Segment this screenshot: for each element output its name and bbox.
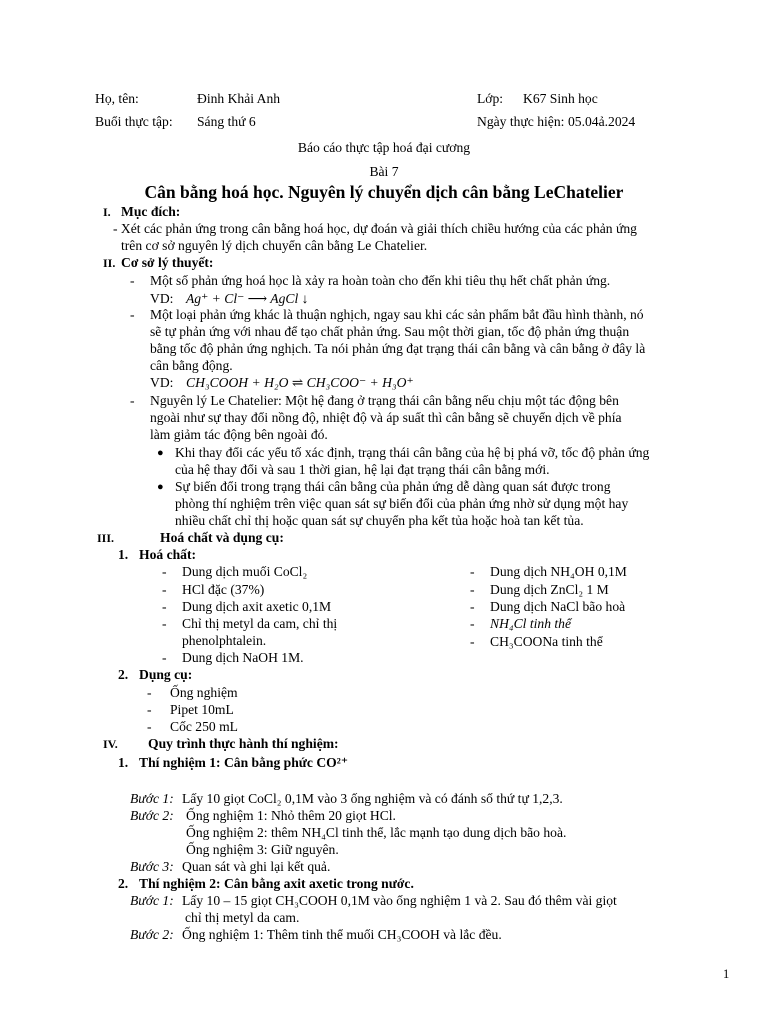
theory-p2-line3: bằng tốc độ phản ứng nghịch. Ta nói phản ứng đạt trạng thái cân bằng và cân bằng ở đây là [150,341,646,356]
dash-marker: - [470,634,475,649]
exp1-step1: Lấy 10 giọt CoCl₂ 0,1M vào 3 ống nghiệm và có đánh số thứ tự 1,2,3. [182,791,563,806]
dash-marker: - [130,393,135,408]
exp2-step1-line1: Lấy 10 – 15 giọt CH₃COOH 0,1M vào ống nghiệm 1 và 2. Sau đó thêm vài giọt [182,893,617,908]
sec3-sub1-number: 1. [118,547,129,562]
example-label: VD: [150,291,174,306]
bullet2-line2: phòng thí nghiệm trên việc quan sát sự biến đổi của phản ứng nhờ sử dụng một hay [175,496,629,511]
step-label: Bước 2: [130,808,174,823]
exp2-number: 2. [118,876,129,891]
step-label: Bước 2: [130,927,174,942]
dash-marker: - [130,307,135,322]
chemical-item: NH₄Cl tinh thể [490,616,572,631]
tool-item: Cốc 250 mL [170,719,238,734]
chemical-item: Dung dịch axit axetic 0,1M [182,599,332,614]
dash-marker: - [162,582,167,597]
chemical-item: Dung dịch ZnCl₂ 1 M [490,582,609,597]
dash-marker: - [162,599,167,614]
bullet1-line2: của hệ thay đổi và sau 1 thời gian, hệ lại đạt trạng thái cân bằng mới. [175,462,550,477]
equation-2: CH₃COOH + H₂O ⇌ CH₃COO⁻ + H₃O⁺ [186,375,414,390]
dash-marker: - [147,719,152,734]
exp1-title: Thí nghiệm 1: Cân bằng phức CO²⁺ [139,755,349,770]
date-label: Ngày thực hiện: [477,114,565,129]
session-value: Sáng thứ 6 [197,114,256,129]
sec3-title: Hoá chất và dụng cụ: [160,530,284,545]
dash-marker: - [162,564,167,579]
exp1-number: 1. [118,755,129,770]
exp2-step2: Ống nghiệm 1: Thêm tinh thể muối CH₃COOH và lắc đều. [182,927,502,942]
exp1-step2-tube1: Ống nghiệm 1: Nhỏ thêm 20 giọt HCl. [186,808,396,823]
tool-item: Pipet 10mL [170,702,234,717]
exp1-step3: Quan sát và ghi lại kết quả. [182,859,331,874]
bullet-icon: ● [157,447,164,459]
dash-marker: - [470,582,475,597]
sec2-number: II. [103,256,116,270]
sec4-title: Quy trình thực hành thí nghiệm: [148,736,339,751]
chemical-item: phenolphtalein. [182,633,267,648]
tool-item: Ống nghiệm [170,685,238,700]
exp2-step1-line2: chỉ thị metyl da cam. [185,910,300,925]
session-label: Buổi thực tập: [95,114,173,129]
example-label: VD: [150,375,174,390]
theory-p2-line2: sẽ tự phản ứng với nhau để tạo chất phản ứng. Sau một thời gian, tốc độ phản ứng thuận [150,324,630,339]
sec2-title: Cơ sở lý thuyết: [121,255,214,270]
exp1-step2-tube2: Ống nghiệm 2: thêm NH₄Cl tinh thể, lắc mạnh tạo dung dịch bão hoà. [186,825,567,840]
name-value: Đinh Khải Anh [197,91,281,106]
name-label: Họ, tên: [95,91,139,106]
sec1-title: Mục đích: [121,204,181,219]
page-number: 1 [723,967,730,981]
bullet1-line1: Khi thay đổi các yếu tố xác định, trạng thái cân bằng của hệ bị phá vỡ, tốc độ phản ứng [175,445,650,460]
step-label: Bước 1: [130,791,174,806]
bullet-icon: ● [157,481,164,493]
dash-marker: - [162,616,167,631]
exp2-title: Thí nghiệm 2: Cân bằng axit axetic trong nước. [139,876,414,891]
equation-1: Ag⁺ + Cl⁻ ⟶ AgCl ↓ [186,291,309,306]
dash-marker: - [470,616,475,631]
sec4-number: IV. [103,737,118,751]
chemical-item: HCl đặc (37%) [182,582,265,597]
theory-p3-line2: ngoài như sự thay đổi nồng độ, nhiệt độ và áp suất thì cân bằng sẽ chuyển dịch về phía [150,410,622,425]
dash-marker: - [162,650,167,665]
chemical-item: Dung dịch muối CoCl₂ [182,564,308,579]
dash-marker: - [470,599,475,614]
chemical-item: Dung dịch NaCl bão hoà [490,599,626,614]
chemical-item: Dung dịch NH₄OH 0,1M [490,564,627,579]
dash-marker: - [147,702,152,717]
chemical-item: CH₃COONa tinh thể [490,634,603,649]
dash-marker: - [470,564,475,579]
sec1-text-line2: trên cơ sở nguyên lý dịch chuyển cân bằng Le Chatelier. [121,238,428,253]
theory-p1: Một số phản ứng hoá học là xảy ra hoàn toàn cho đến khi tiêu thụ hết chất phản ứng. [150,273,611,288]
step-label: Bước 1: [130,893,174,908]
theory-p2-line1: Một loại phản ứng khác là thuận nghịch, ngay sau khi các sản phẩm bắt đầu hình thành, nó [150,307,644,322]
dash-marker: - [130,273,135,288]
chemical-item: Dung dịch NaOH 1M. [182,650,304,665]
class-value: K67 Sinh học [523,91,598,106]
step-label: Bước 3: [130,859,174,874]
sec3-number: III. [97,531,115,545]
sec3-sub2-title: Dụng cụ: [139,667,193,682]
bullet2-line3: nhiều chất chỉ thị hoặc quan sát sự chuyển pha kết tủa hoặc hoà tan kết tủa. [175,513,584,528]
report-title: Báo cáo thực tập hoá đại cương [297,140,471,155]
main-title: Cân bằng hoá học. Nguyên lý chuyển dịch cân bằng LeChatelier [144,182,624,202]
class-label: Lớp: [477,91,504,106]
sec3-sub1-title: Hoá chất: [139,547,197,562]
lesson-number: Bài 7 [369,164,399,179]
sec1-text-line1: - Xét các phản ứng trong cân bằng hoá học, dự đoán và giải thích chiều hướng của các phản ứng [113,221,637,236]
exp1-step2-tube3: Ống nghiệm 3: Giữ nguyên. [186,842,339,857]
sec1-number: I. [103,205,111,219]
sec3-sub2-number: 2. [118,667,129,682]
bullet2-line1: Sự biến đổi trong trạng thái cân bằng của phản ứng dễ dàng quan sát được trong [175,479,611,494]
chemical-item: Chỉ thị metyl da cam, chỉ thị [182,616,338,631]
theory-p3-line3: làm giảm tác động bên ngoài đó. [150,427,328,442]
dash-marker: - [147,685,152,700]
date-value: 05.04ả.2024 [568,114,636,129]
theory-p3-line1: Nguyên lý Le Chatelier: Một hệ đang ở trạng thái cân bằng nếu chịu một tác động bên [150,393,619,408]
theory-p2-line4: cân bằng động. [150,358,233,373]
